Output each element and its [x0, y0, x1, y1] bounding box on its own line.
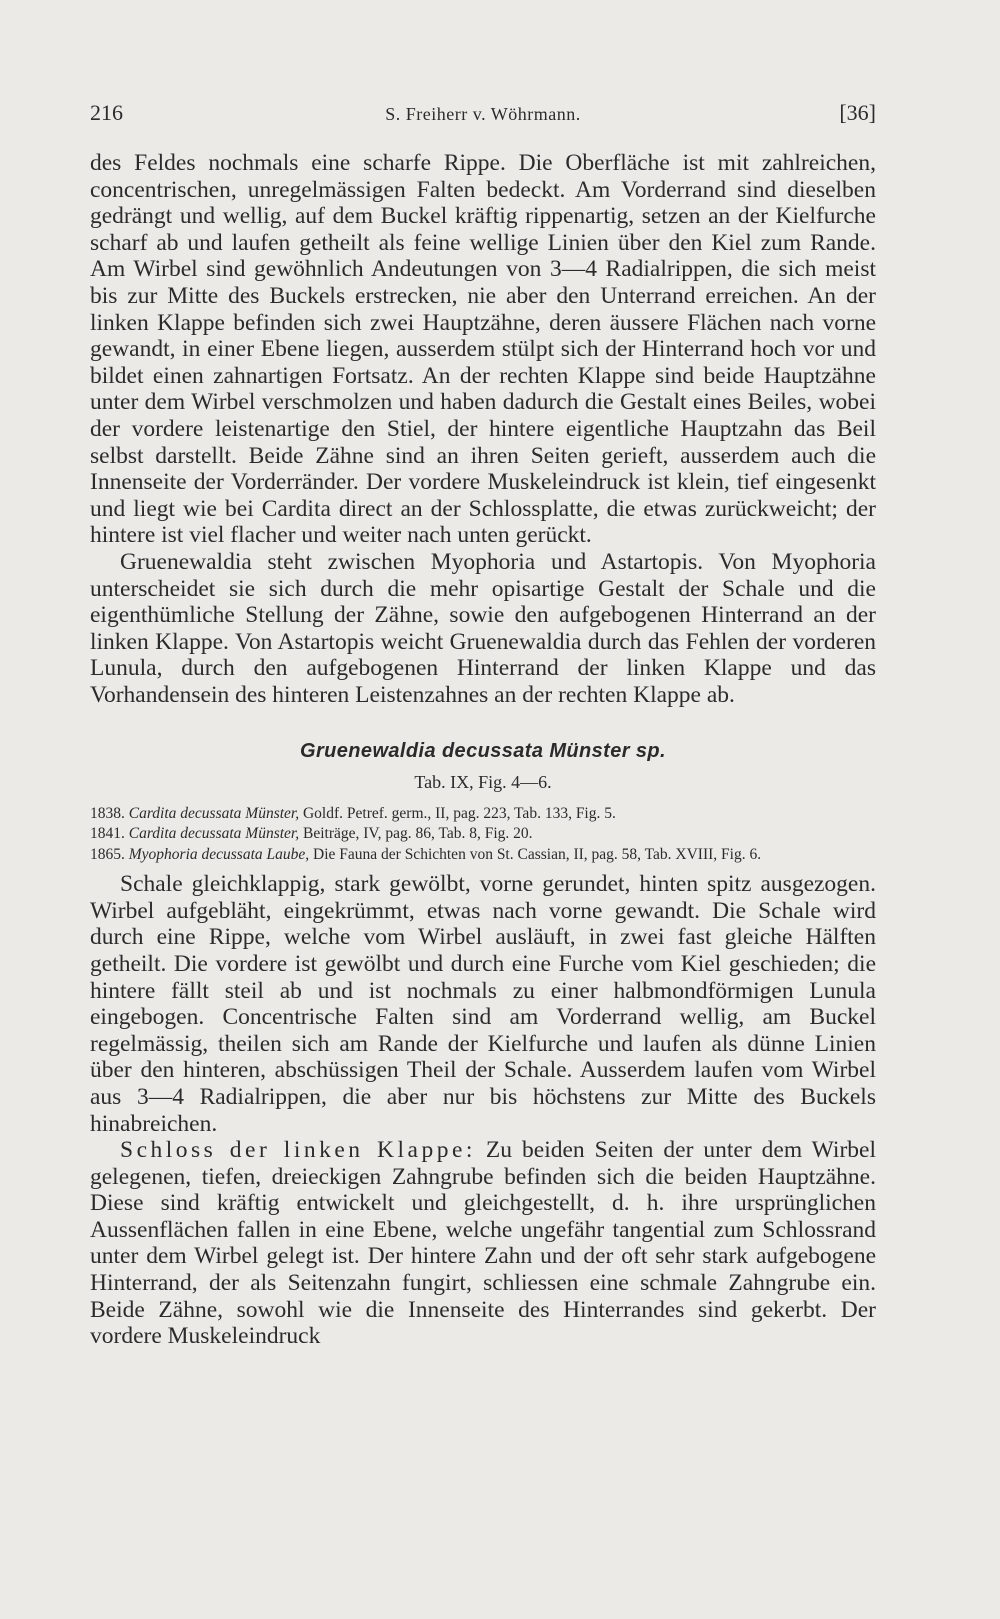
running-head: S. Freiherr v. Wöhrmann. — [385, 104, 581, 124]
original-page-number: [36] — [839, 100, 876, 125]
synonymy-reference: Beiträge, IV, pag. 86, Tab. 8, Fig. 20. — [299, 825, 533, 843]
synonymy-year: 1838. — [90, 804, 125, 822]
synonymy-taxon: Cardita decussata Münster, — [128, 804, 300, 822]
synonymy-entry — [90, 804, 876, 825]
synonymy-list — [90, 804, 876, 866]
paragraph-4-lead: Schloss der linken Klappe: — [120, 1137, 476, 1164]
page-header — [90, 100, 876, 134]
paragraph-3: Schale gleichklappig, stark gewölbt, vorne gerundet, hinten spitz ausgezogen. Wirbel aufgebläht, eingekrümmt, etwas nach vorne gewandt. Die Schale wird durch eine Rippe, welche vom Wirbel ausläuft, in zwei fast gleiche Hälften getheilt. Die vordere ist gewölbt und durch eine Furche vom Kiel geschieden; die hintere fällt steil ab und ist nochmals zu einer halbmondförmigen Lunula eingebogen. Concentrische Falten sind am Vorderrand wellig, am Buckel regelmässig, theilen sich am Rande der Kielfurche und laufen als dünne Linien über den hinteren, abschüssigen Theil der Schale. Ausserdem laufen vom Wirbel aus 3—4 Radialrippen, die aber nur bis höchstens zur Mitte des Buckels hinabreichen. — [90, 871, 876, 1137]
synonymy-year: 1841. — [90, 825, 125, 843]
synonymy-year: 1865. — [90, 845, 125, 863]
synonymy-reference: Goldf. Petref. germ., II, pag. 223, Tab. 133, Fig. 5. — [299, 804, 616, 822]
synonymy-entry — [90, 845, 876, 866]
synonymy-taxon: Cardita decussata Münster, — [128, 825, 300, 843]
synonymy-reference: Die Fauna der Schichten von St. Cassian, II, pag. 58, Tab. XVIII, Fig. 6. — [309, 845, 762, 863]
paragraph-2: Gruenewaldia steht zwischen Myophoria und Astartopis. Von Myophoria unterscheidet sie sich durch die mehr opisartige Gestalt der Schale und die eigenthümliche Stellung der Zähne, sowie den aufgebogenen Hinterrand an der linken Klappe. Von Astartopis weicht Gruenewaldia durch das Fehlen der vorderen Lunula, durch den aufgebogenen Hinterrand der linken Klappe und das Vorhandensein des hinteren Leistenzahnes an der rechten Klappe ab. — [90, 548, 876, 708]
paragraph-4-text: Zu beiden Seiten der unter dem Wirbel gelegenen, tiefen, dreieckigen Zahngrube befinden sich die beiden Hauptzähne. Diese sind kräftig entwickelt und gleichgestellt, d. h. ihre ursprünglichen Aussenflächen fallen in eine Ebene, welche ungefähr tangential zum Schlossrand unter dem Wirbel gelegt ist. Der hintere Zahn und der oft sehr stark aufgebogene Hinterrand, der als Seitenzahn fungirt, schliessen eine schmale Zahngrube ein. Beide Zähne, sowohl wie die Innenseite des Hinterrandes sind gekerbt. Der vordere Muskeleindruck — [90, 1137, 876, 1350]
species-title: Gruenewaldia decussata Münster sp. — [300, 740, 666, 763]
synonymy-entry — [90, 824, 876, 845]
paragraph-1: des Feldes nochmals eine scharfe Rippe. Die Oberfläche ist mit zahlreichen, concentrischen, unregelmässigen Falten bedeckt. Am Vorderrand sind dieselben gedrängt und wellig, auf dem Buckel kräftig rippenartig, setzen an der Kielfurche scharf ab und laufen getheilt als feine wellige Linien über den Kiel zum Rande. Am Wirbel sind gewöhnlich Andeutungen von 3—4 Radialrippen, die sich meist bis zur Mitte des Buckels erstrecken, nie aber den Unterrand erreichen. An der linken Klappe befinden sich zwei Hauptzähne, deren äussere Flächen nach vorne gewandt, in einer Ebene liegen, ausserdem stülpt sich der Hinterrand hoch vor und bildet einen zahnartigen Fortsatz. An der rechten Klappe sind beide Hauptzähne unter dem Wirbel verschmolzen und haben dadurch die Gestalt eines Beiles, wobei der vordere leistenartige den Stiel, der hintere eigentliche Hauptzahn das Beil selbst darstellt. Beide Zähne sind an ihren Seiten gerieft, ausserdem auch die Innenseite der Vorderränder. Der vordere Muskeleindruck ist klein, tief eingesenkt und liegt wie bei Cardita direct an der Schlossplatte, die etwas zurückweicht; der hintere ist viel flacher und weiter nach unten gerückt. — [90, 150, 876, 549]
page-body — [90, 150, 876, 1350]
page-number: 216 — [90, 100, 123, 125]
species-plate-reference: Tab. IX, Fig. 4—6. — [414, 772, 552, 793]
paragraph-4 — [90, 1137, 876, 1350]
synonymy-taxon: Myophoria decussata Laube, — [128, 845, 310, 863]
